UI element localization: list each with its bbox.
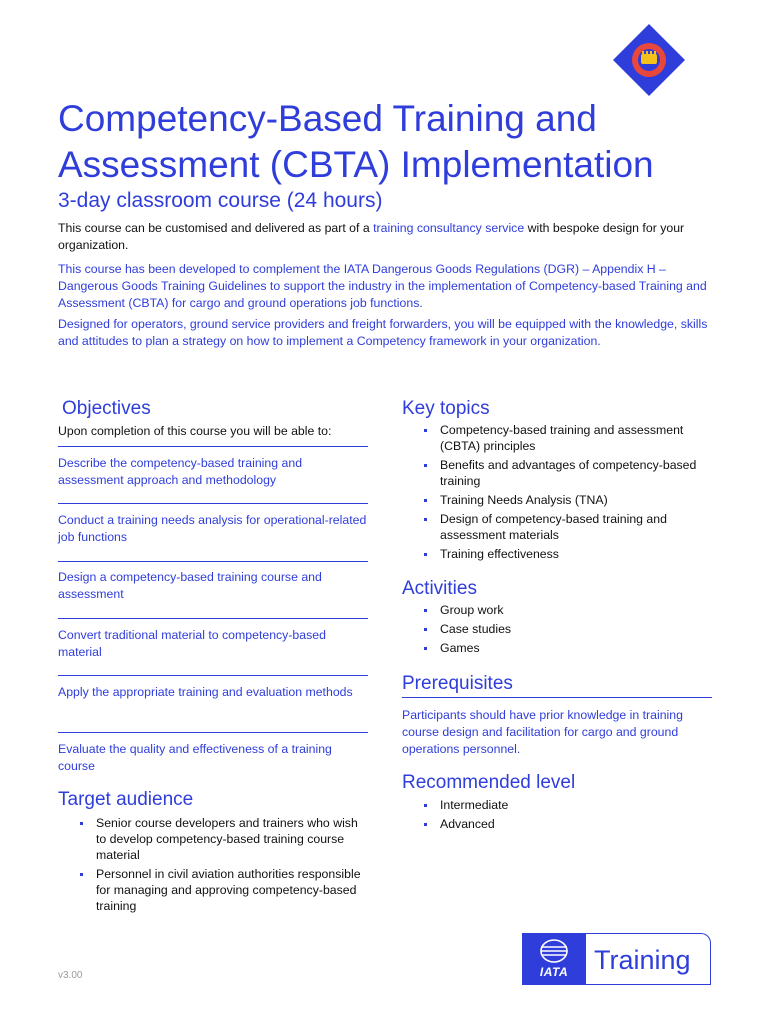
course-subtitle: 3-day classroom course (24 hours)	[58, 189, 383, 212]
list-item: Intermediate	[402, 797, 722, 813]
intro-paragraph-1	[58, 220, 718, 254]
key-topics-list	[402, 422, 722, 565]
list-item: Personnel in civil aviation authorities responsible for managing and approving competency-based training	[58, 866, 368, 914]
objective-item: Design a competency-based training course and assessment	[58, 570, 322, 601]
prerequisites-text: Participants should have prior knowledge in training course design and facilitation for cargo and ground operations personnel.	[402, 708, 683, 756]
intro-paragraph-2: This course has been developed to complement the IATA Dangerous Goods Regulations (DGR) – Appendix H – Dangerous Goods Training Guidelines to support the industry in the implementation of Competency-based Training and Assessment (CBTA) for cargo and ground operations job functions.	[58, 262, 707, 310]
list-item: Senior course developers and trainers who wish to develop competency-based training course material	[58, 815, 368, 863]
intro-text-after-link: with bespoke design for your organization.	[58, 221, 685, 252]
activities-heading: Activities	[402, 578, 477, 599]
recommended-level-heading: Recommended level	[402, 772, 576, 793]
list-item: Benefits and advantages of competency-based training	[402, 457, 722, 489]
list-item: Games	[402, 640, 722, 656]
prerequisites-divider	[402, 697, 712, 698]
prerequisites-heading: Prerequisites	[402, 673, 513, 694]
objective-item: Apply the appropriate training and evaluation methods	[58, 685, 353, 699]
corner-brand-logo-icon	[611, 22, 687, 98]
training-wordmark: Training	[594, 945, 691, 975]
iata-training-logo	[522, 933, 712, 985]
activities-list	[402, 602, 722, 659]
objective-item: Convert traditional material to competency-based material	[58, 628, 326, 659]
recommended-level-list	[402, 797, 722, 835]
list-item: Group work	[402, 602, 722, 618]
globe-icon	[538, 938, 570, 964]
target-audience-heading: Target audience	[58, 789, 194, 810]
version-label: v3.00	[58, 970, 83, 981]
key-topics-heading: Key topics	[402, 398, 490, 419]
objective-item: Evaluate the quality and effectiveness of a training course	[58, 742, 332, 773]
list-item: Design of competency-based training and assessment materials	[402, 511, 722, 543]
target-audience-list	[58, 815, 368, 917]
list-item: Competency-based training and assessment (CBTA) principles	[402, 422, 722, 454]
page-title: Competency-Based Training and Assessment (CBTA) Implementation	[58, 98, 654, 185]
objective-item: Describe the competency-based training and assessment approach and methodology	[58, 456, 303, 487]
iata-wordmark: IATA	[539, 965, 569, 979]
training-consultancy-link[interactable]: training consultancy service	[373, 221, 525, 235]
intro-paragraph-3: Designed for operators, ground service providers and freight forwarders, you will be equipped with the knowledge, skills and attitudes to plan a strategy on how to implement a Competency framework in your organization.	[58, 317, 708, 348]
objectives-intro: Upon completion of this course you will be able to:	[58, 424, 332, 438]
list-item: Advanced	[402, 816, 722, 832]
list-item: Case studies	[402, 621, 722, 637]
list-item: Training Needs Analysis (TNA)	[402, 492, 722, 508]
objective-item: Conduct a training needs analysis for operational-related job functions	[58, 513, 367, 544]
iata-logo-box	[522, 933, 586, 985]
list-item: Training effectiveness	[402, 546, 722, 562]
intro-text-before-link: This course can be customised and delivered as part of a	[58, 221, 374, 235]
objectives-heading: Objectives	[62, 398, 151, 419]
